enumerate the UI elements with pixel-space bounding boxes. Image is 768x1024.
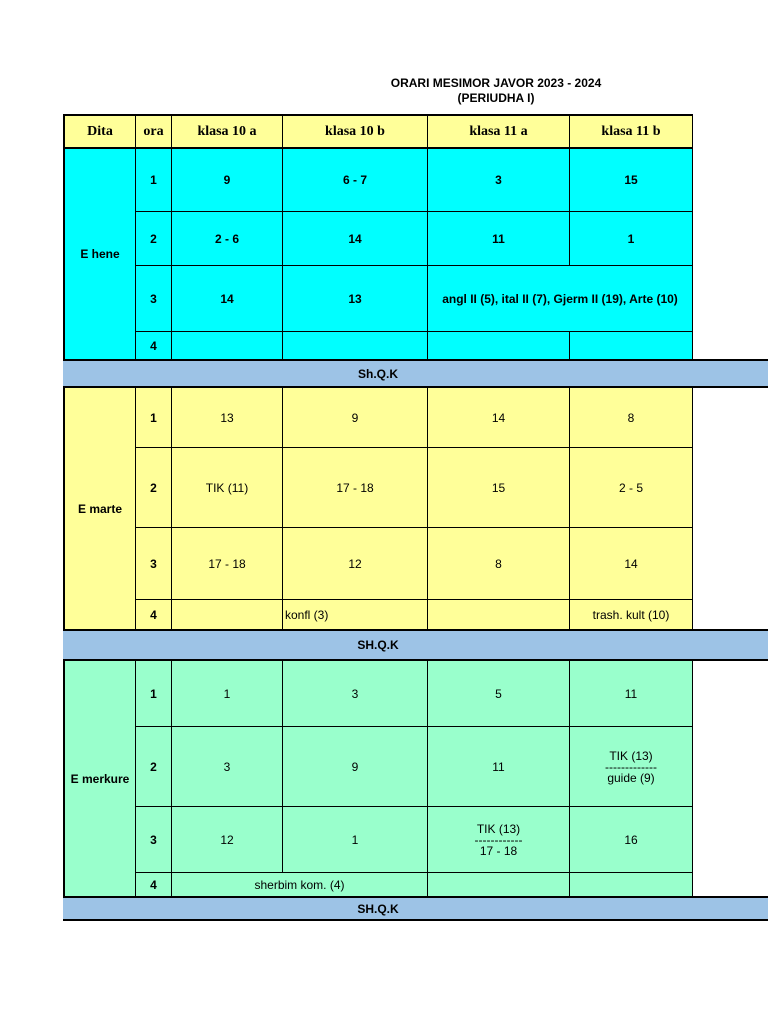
- schedule-cell: [427, 599, 570, 630]
- schedule-cell: 11: [427, 211, 570, 266]
- schedule-cell: 13: [171, 387, 283, 448]
- break-row: [63, 629, 768, 661]
- schedule-cell: 1: [282, 806, 428, 873]
- title-line-1: ORARI MESIMOR JAVOR 2023 - 2024: [390, 76, 602, 90]
- header-klasa-10b: klasa 10 b: [282, 114, 428, 149]
- ora-cell: 4: [135, 872, 172, 897]
- break-row: [63, 896, 768, 921]
- schedule-cell: 17 - 18: [282, 447, 428, 528]
- schedule-cell-split: [569, 726, 693, 807]
- cell-separator: -------------: [605, 759, 657, 774]
- schedule-cell: [171, 599, 283, 630]
- schedule-cell: konfl (3): [282, 599, 428, 630]
- ora-cell: 3: [135, 265, 172, 332]
- schedule-cell: 14: [427, 387, 570, 448]
- day-e-merkure: E merkure: [63, 660, 136, 897]
- schedule-cell: [427, 331, 570, 360]
- ora-cell: 1: [135, 148, 172, 212]
- schedule-cell-merged: angl II (5), ital II (7), Gjerm II (19), Arte (10): [427, 265, 693, 332]
- day-e-marte: E marte: [63, 387, 136, 630]
- schedule-cell: [171, 331, 283, 360]
- schedule-cell: 16: [569, 806, 693, 873]
- ora-cell: 4: [135, 599, 172, 630]
- schedule-cell: 9: [282, 387, 428, 448]
- schedule-cell: 11: [427, 726, 570, 807]
- cell-bottom-text: 17 - 18: [479, 843, 518, 858]
- schedule-cell: 14: [569, 527, 693, 600]
- schedule-title: [340, 76, 652, 106]
- ora-cell: 2: [135, 211, 172, 266]
- schedule-cell: [569, 331, 693, 360]
- ora-cell: 3: [135, 806, 172, 873]
- schedule-cell: 9: [282, 726, 428, 807]
- ora-cell: 4: [135, 331, 172, 360]
- day-e-hene: E hene: [63, 148, 136, 360]
- schedule-cell: 11: [569, 660, 693, 727]
- schedule-cell: 14: [171, 265, 283, 332]
- schedule-cell: [282, 331, 428, 360]
- break-row: [63, 359, 768, 388]
- schedule-cell: 1: [569, 211, 693, 266]
- schedule-cell-merged: sherbim kom. (4): [171, 872, 428, 897]
- ora-cell: 2: [135, 447, 172, 528]
- break-label: SH.Q.K: [357, 638, 399, 652]
- ora-cell: 2: [135, 726, 172, 807]
- cell-separator: ------------: [474, 832, 523, 847]
- title-line-2: (PERIUDHA I): [457, 91, 535, 105]
- header-klasa-11a: klasa 11 a: [427, 114, 570, 149]
- schedule-cell: 2 - 5: [569, 447, 693, 528]
- ora-cell: 3: [135, 527, 172, 600]
- schedule-cell: 15: [569, 148, 693, 212]
- schedule-cell: trash. kult (10): [569, 599, 693, 630]
- schedule-cell-split: [427, 806, 570, 873]
- schedule-cell: [427, 872, 570, 897]
- cell-top-text: TIK (13): [609, 748, 653, 763]
- break-label: SH.Q.K: [357, 901, 399, 916]
- schedule-cell: 9: [171, 148, 283, 212]
- cell-bottom-text: guide (9): [607, 770, 655, 785]
- header-ora: ora: [135, 114, 172, 149]
- schedule-cell: 17 - 18: [171, 527, 283, 600]
- schedule-cell: 13: [282, 265, 428, 332]
- schedule-cell: 12: [171, 806, 283, 873]
- schedule-cell: 1: [171, 660, 283, 727]
- schedule-cell: 3: [282, 660, 428, 727]
- cell-top-text: TIK (13): [476, 821, 521, 836]
- ora-cell: 1: [135, 387, 172, 448]
- schedule-cell: 8: [569, 387, 693, 448]
- header-klasa-11b: klasa 11 b: [569, 114, 693, 149]
- schedule-cell: 3: [171, 726, 283, 807]
- schedule-cell: 14: [282, 211, 428, 266]
- schedule-cell: 3: [427, 148, 570, 212]
- break-label: Sh.Q.K: [357, 366, 398, 381]
- schedule-cell: 6 - 7: [282, 148, 428, 212]
- ora-cell: 1: [135, 660, 172, 727]
- schedule-cell: TIK (11): [171, 447, 283, 528]
- schedule-cell: 12: [282, 527, 428, 600]
- header-dita: Dita: [63, 114, 136, 149]
- header-klasa-10a: klasa 10 a: [171, 114, 283, 149]
- schedule-cell: 8: [427, 527, 570, 600]
- schedule-cell: [569, 872, 693, 897]
- schedule-cell: 15: [427, 447, 570, 528]
- schedule-cell: 2 - 6: [171, 211, 283, 266]
- schedule-cell: 5: [427, 660, 570, 727]
